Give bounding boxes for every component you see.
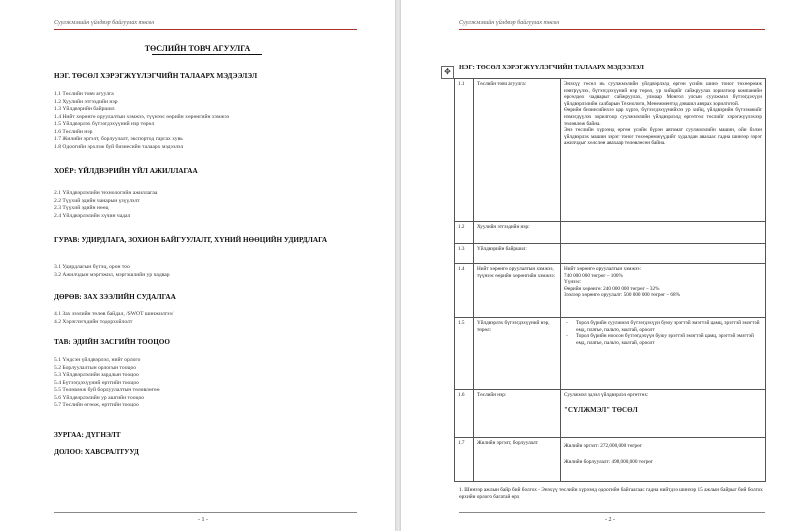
document-page-2	[401, 0, 795, 531]
toc-item: 1.3 Үйлдвэрийн байршил	[54, 106, 115, 112]
table-row	[455, 390, 766, 438]
row-content	[561, 318, 766, 390]
row-number: 1.1	[455, 79, 474, 222]
row-content[interactable]	[561, 222, 766, 244]
toc-item: 3.1 Удирдлагын бүтэц, орон тоо	[54, 264, 130, 270]
table-row	[455, 438, 766, 482]
table-row	[455, 79, 766, 222]
footer-divider	[459, 512, 765, 513]
row-number: 1.6	[455, 390, 474, 438]
toc-item: 2.4 Үйлдвэрлэлийн хүчин чадал	[54, 212, 131, 219]
section-heading: ДОЛОО: ХАВСРАЛТУУД	[54, 448, 139, 456]
content-line: Өөрийн хөрөнгө: 240 000 000 төгрөг – 32%	[564, 285, 660, 292]
content-paragraph: Энэхүү төсөл нь суулжмэлийн үйлдвэрлэлд өргөн үсийн шинэ тоног төхөөрөмж нэвтрүүлэх, бүтээгдэхүүний нэр төрөл, ур хийцийг сайжруулах зорилгоор компанийн өрсөлдөх чадварыг сайжруулах, улмаар Монгол улсын суулжмэл бүтээгдэхүүн үйлдвэрлэлийн салбарын Технологи, Менежментэд дэвшил авчрах зорилготой.	[564, 81, 762, 107]
row-label: Нийт хөрөнгө оруулалтын хэмжээ, түүнээс өөрийн хөрөнгийн хэмжээ:	[474, 264, 561, 318]
toc-item: 2.3 Түүхий эдийн нөөц	[54, 205, 109, 211]
info-table	[454, 78, 766, 482]
table-row	[455, 222, 766, 244]
toc-item: 5.3 Үйлдвэрлэлийн зардлын тооцоо	[54, 372, 139, 378]
row-label: Төслийн товч агуулга:	[474, 79, 561, 222]
toc-item: 1.8 Одоогийн эрхлэж буй бизнесийн талаарх мэдээлэл	[54, 143, 184, 150]
toc-item: 5.1 Үндсэн үйлдвэрлэл, нийт орлого	[54, 357, 141, 363]
row-number: 1.7	[455, 438, 474, 482]
row-number: 1.5	[455, 318, 474, 390]
section-heading: ДӨРӨВ: ЗАХ ЗЭЭЛИЙН СУДАЛГАА	[54, 293, 176, 301]
bullet-item: - Торол бүрийн ноосон бүтээгдэхүүн буюу эрэгтэй эмэгтэй цамц, эрэгтэй эмэгтэй өмд, платье, пальто, малгай, ороолт	[564, 333, 762, 346]
section-heading: ХОЁР: ҮЙЛДВЭРИЙН ҮЙЛ АЖИЛЛАГАА	[54, 167, 198, 175]
table-move-handle-icon[interactable]: ✥	[441, 66, 454, 79]
toc-item: 2.2 Түүхий эдийн чанарын үзүүлэлт	[54, 197, 140, 204]
content-line: 740 000 000 төгрөг – 100%	[564, 272, 623, 279]
page-header: Суулжмэлийн үйлдвэр байгуулах төсөл	[54, 20, 155, 26]
content-line: Нийт хөрөнгө оруулалтын хэмжээ:	[564, 266, 641, 272]
toc-item: 1.5 Үйлдвэрлэх бүтээгдэхүүний нэр төрөл	[54, 121, 155, 127]
section-heading: ТАВ: ЭДИЙН ЗАСГИЙН ТООЦОО	[54, 338, 170, 346]
toc-item: 1.1 Төслийн товч агуулга	[54, 91, 114, 97]
footer-divider	[54, 512, 357, 513]
row-content	[561, 79, 766, 222]
toc-item: 3.2 Ажилчдын мэргэжил, мэргэшлийн ур чадвар	[54, 271, 170, 278]
header-divider	[459, 29, 765, 30]
row-label: Хуулийн этгээдийн нэр:	[474, 222, 561, 244]
toc-item: 1.7 Жилийн эргэлт, борлуулалт, экспортод гаргах хувь	[54, 136, 183, 142]
page-title: ТӨСЛИЙН ТОВЧ АГУУЛГА	[144, 44, 251, 53]
title-underline	[152, 54, 262, 55]
content-line: Үүнээс:	[564, 279, 582, 286]
document-page-1	[0, 0, 395, 531]
header-divider	[54, 29, 357, 30]
row-content	[561, 438, 766, 482]
table-row	[455, 264, 766, 318]
row-label: Үйлдвэрлэх бүтээгдэхүүний нэр, төрөл:	[474, 318, 561, 390]
numbered-paragraph: 1. Шинээр ажлын байр бий болгох - Энэхүү төслийн хүрээнд одоогийн байгаагаас гадна нийтдээ шинээр 15 ажлын байрыг бий болгох өрхийн орлого багатай өрх	[459, 487, 763, 500]
toc-item: 5.2 Борлуулалтын орлогын тооцоо	[54, 364, 137, 371]
row-label: Төслийн нэр:	[474, 390, 561, 438]
page-number: - 2 -	[605, 517, 615, 523]
toc-item: 1.4 Нийт хөрөнгө оруулалтын хэмжээ, түүнээс өөрийн хөрөнгийн хэмжээ	[54, 113, 230, 120]
toc-item: 4.1 Зах зээлийн төлөв байдал, /SWOT шинжилгээ/	[54, 311, 174, 317]
toc-item: 5.7 Төслийн өгөөж, өртгийн тооцоо	[54, 402, 139, 408]
toc-item: 4.2 Хэрэглэгчдийн тодорхойлолт	[54, 318, 133, 325]
bullet-item: - Торол бүрийн суулжмэл бүтээгдэхүүн буюу эрэгтэй эмэгтэй цамц, эрэгтэй эмэгтэй өмд, платье, пальто, малгай, ороолт	[564, 320, 762, 333]
toc-item: 5.4 Бүтээгдэхүүний өртгийн тооцоо	[54, 379, 139, 386]
toc-item: 5.5 Төлөвлөж буй борлуулалтын төлөвлөгөө	[54, 387, 160, 393]
row-number: 1.4	[455, 264, 474, 318]
section-heading: ЗУРГАА: ДҮГНЭЛТ	[54, 431, 121, 439]
row-label: Үйлдвэрийн байршил:	[474, 244, 561, 264]
table-row	[455, 318, 766, 390]
content-line: Зээлээр хөрөнгө оруулалт: 500 000 000 төгрөг – 68%	[564, 292, 680, 299]
toc-item: 5.6 Үйлдвэрлэлийн ур ашгийн тооцоо	[54, 394, 145, 401]
table-row	[455, 244, 766, 264]
toc-item: 1.6 Төслийн нэр	[54, 128, 93, 135]
row-label: Жилийн эргэлт, борлуулалт	[474, 438, 561, 482]
row-content[interactable]	[561, 244, 766, 264]
section-heading: НЭГ: ТӨСӨЛ ХЭРЭГЖҮҮЛЭГЧИЙН ТАЛААРХ МЭДЭЭЛЭЛ	[459, 64, 644, 71]
toc-item: 2.1 Үйлдвэрлэлийн технологийн ажиллагаа	[54, 190, 158, 196]
project-name: "СҮЛЖМЭЛ" ТӨСӨЛ	[564, 405, 638, 414]
row-content	[561, 264, 766, 318]
section-heading: НЭГ. ТӨСӨЛ ХЭРЭГЖҮҮЛЭГЧИЙН ТАЛААРХ МЭДЭЭЛЭЛ	[54, 72, 258, 80]
section-heading: ГУРАВ: УДИРДЛАГА, ЗОХИОН БАЙГУУЛАЛТ, ХҮНИЙ НӨӨЦИЙН УДИРДЛАГА	[54, 236, 328, 244]
content-paragraph: Өөрийн бизнесийнхээ цар хүрээ, бүтээгдэхүүнийхээ ур хийц, үйлдвэрийн бүтээмжийг нэмэгдүүлэх зорилгоор суулжмэлийн үйлдвэрлэлд өргөтгөл төслийг хэрэгжүүлэхээр төлөвлөж байна.	[564, 107, 762, 127]
toc-item: 1.2 Хуулийн этгээдийн нэр	[54, 98, 118, 105]
content-paragraph: Энэ төслийн хүрээнд өргөн үсийн бүрэн автомат суулжмэлийн машин, ойн бэлэн үйлдвэрлэх машин зэрэг тоног төхөөрөмжүүдийг худалдан авахаас гадна шинээр зэрэг ажилчдыг хөлслөн авахаар төлөвлөсөн байна.	[564, 127, 762, 147]
row-content	[561, 390, 766, 438]
page-number: - 1 -	[198, 517, 208, 523]
page-header: Суулжмэлийн үйлдвэр байгуулах төсөл	[459, 20, 560, 26]
row-number: 1.2	[455, 222, 474, 244]
content-line: Жилийн эргэлт: 272,000,000 төгрөг	[564, 443, 642, 449]
content-line: Суулжмэл эдлэл үйлдвэрлэл өргөтгөх:	[564, 392, 649, 398]
row-number: 1.3	[455, 244, 474, 264]
content-line: Жилийн борлуулалт: 498,000,000 төгрөг	[564, 458, 654, 465]
